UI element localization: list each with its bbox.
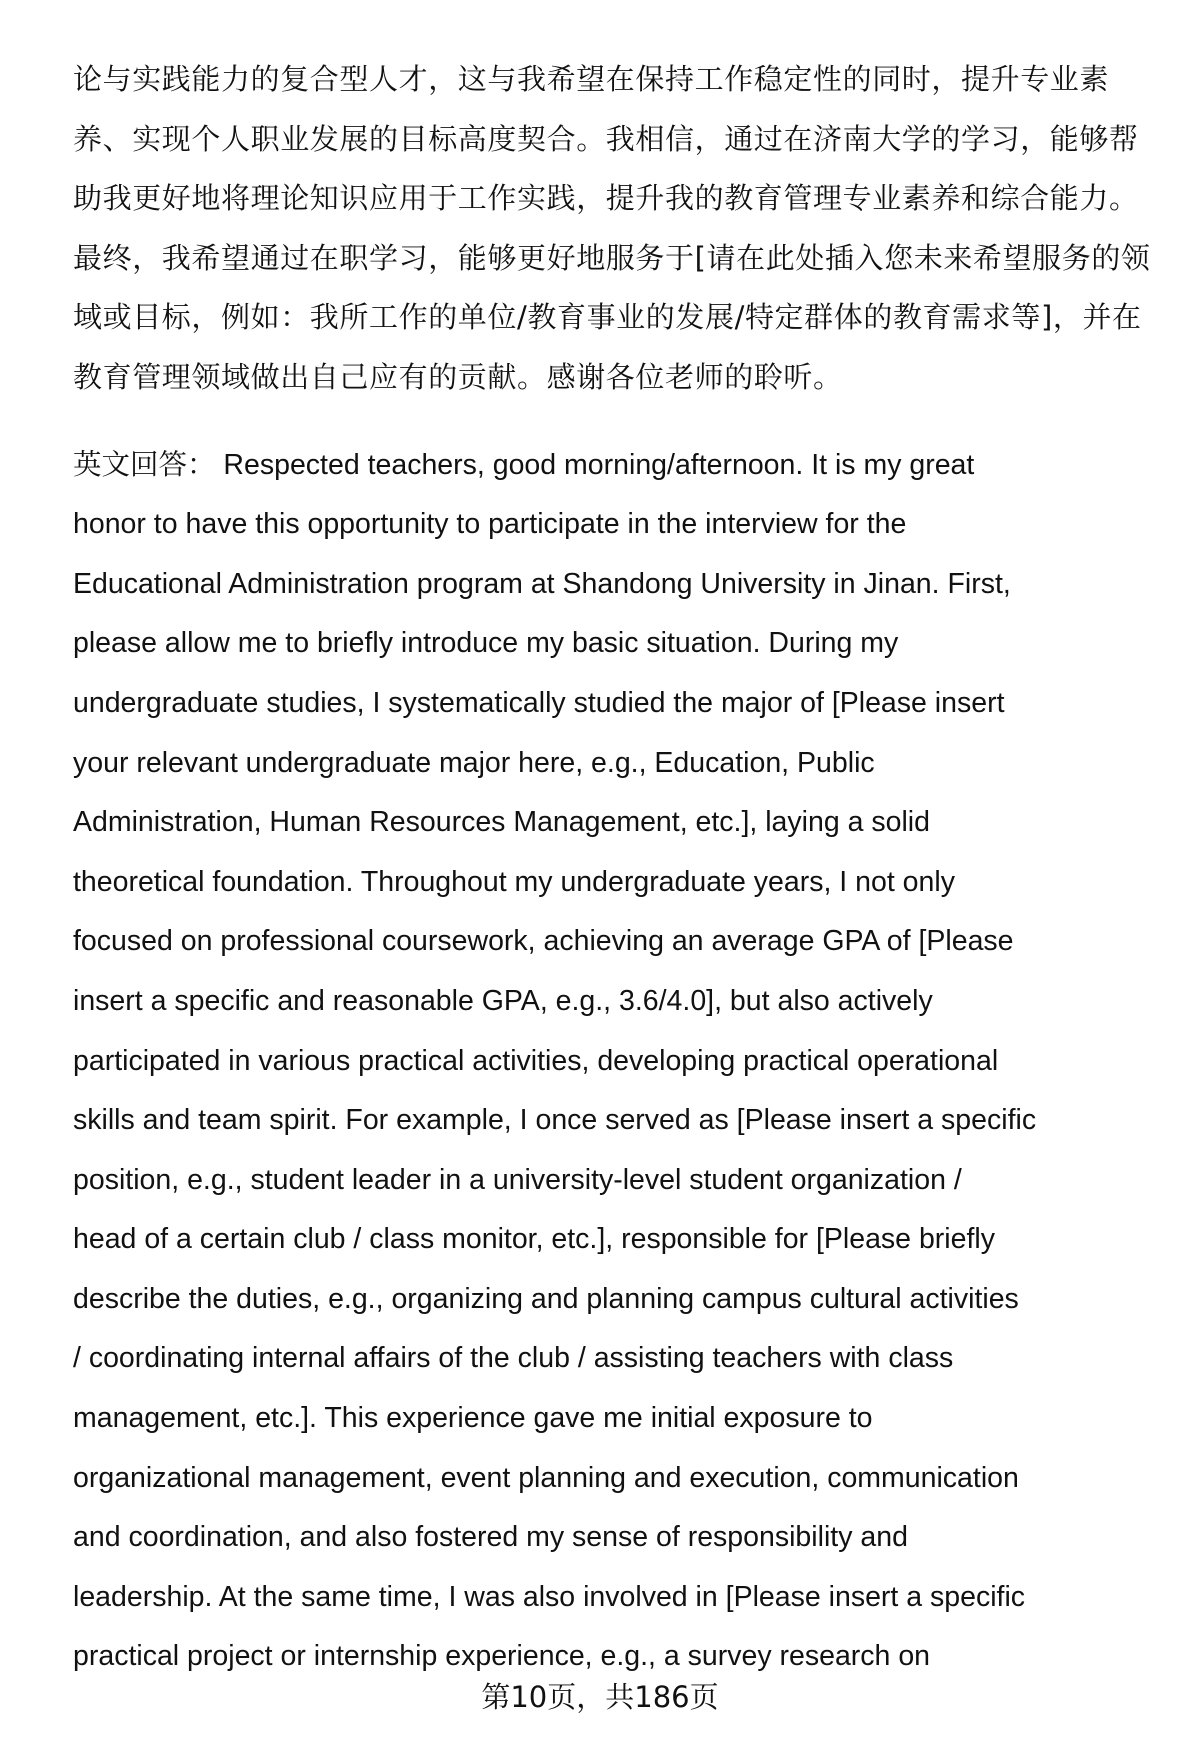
text-line: focused on professional coursework, achieving an average GPA of [Please <box>73 925 1014 958</box>
text-line: Administration, Human Resources Management, etc.], laying a solid <box>73 806 930 839</box>
text-line: 英文回答： Respected teachers, good morning/afternoon. It is my great <box>73 448 975 481</box>
page-number: 第10页，共186页 <box>481 1680 719 1714</box>
text-line: / coordinating internal affairs of the club / assisting teachers with class <box>73 1342 954 1375</box>
text-line: organizational management, event planning and execution, communication <box>73 1461 1019 1494</box>
text-line: 论与实践能力的复合型人才，这与我希望在保持工作稳定性的同时，提升专业素 <box>73 62 1110 96</box>
text-line: honor to have this opportunity to participate in the interview for the <box>73 508 907 541</box>
text-line: your relevant undergraduate major here, e.g., Education, Public <box>73 746 875 779</box>
document-page <box>73 50 1153 1687</box>
text-line: management, etc.]. This experience gave me initial exposure to <box>73 1402 873 1435</box>
text-line: 养、实现个人职业发展的目标高度契合。我相信，通过在济南大学的学习，能够帮 <box>73 121 1139 156</box>
text-line: 最终，我希望通过在职学习，能够更好地服务于[请在此处插入您未来希望服务的领 <box>73 240 1151 275</box>
text-line: and coordination, and also fostered my sense of responsibility and <box>73 1521 908 1554</box>
english-answer-paragraph <box>73 436 1153 1687</box>
text-line: participated in various practical activities, developing practical operational <box>73 1044 999 1077</box>
text-line: 域或目标，例如：我所工作的单位/教育事业的发展/特定群体的教育需求等]，并在 <box>73 300 1142 335</box>
text-line: skills and team spirit. For example, I once served as [Please insert a specific <box>73 1104 1037 1137</box>
chinese-paragraph <box>73 50 1153 408</box>
text-line: head of a certain club / class monitor, etc.], responsible for [Please briefly <box>73 1223 995 1256</box>
text-line: please allow me to briefly introduce my basic situation. During my <box>73 627 899 660</box>
paragraph-gap <box>73 408 1153 436</box>
text-line: leadership. At the same time, I was also involved in [Please insert a specific <box>73 1580 1026 1613</box>
text-line: undergraduate studies, I systematically studied the major of [Please insert <box>73 686 1005 719</box>
text-line: position, e.g., student leader in a university-level student organization / <box>73 1163 962 1196</box>
text-line: practical project or internship experience, e.g., a survey research on <box>73 1640 931 1673</box>
text-line: insert a specific and reasonable GPA, e.g., 3.6/4.0], but also actively <box>73 984 933 1017</box>
text-line: theoretical foundation. Throughout my undergraduate years, I not only <box>73 865 955 898</box>
text-line: Educational Administration program at Shandong University in Jinan. First, <box>73 567 1011 600</box>
text-line: 教育管理领域做出自己应有的贡献。感谢各位老师的聆听。 <box>73 359 843 394</box>
text-line: describe the duties, e.g., organizing and planning campus cultural activities <box>73 1282 1019 1315</box>
text-line: 助我更好地将理论知识应用于工作实践，提升我的教育管理专业素养和综合能力。 <box>73 181 1139 216</box>
